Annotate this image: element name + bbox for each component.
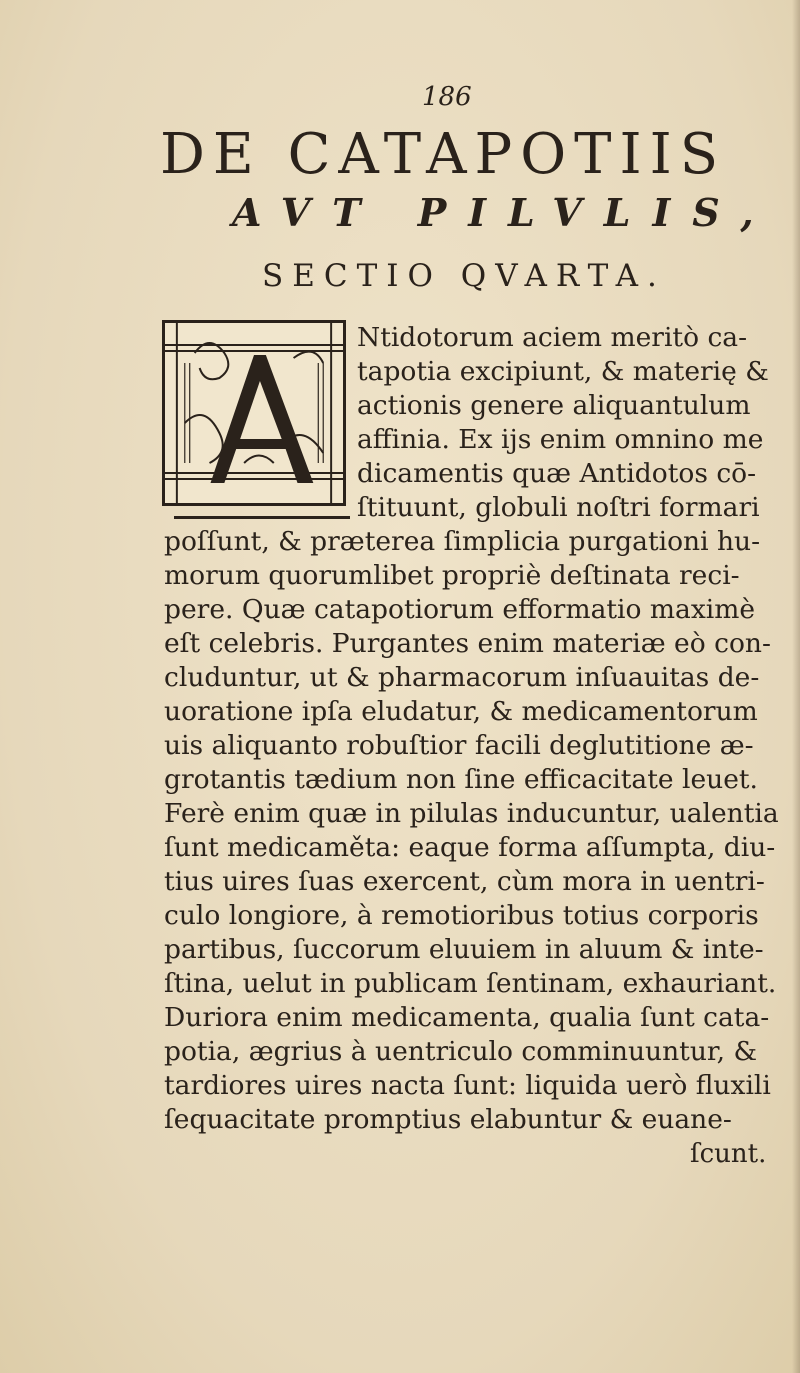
page-subtitle: AVT PILVLIS, bbox=[232, 190, 776, 235]
text-line: pere. Quæ catapotiorum efformatio maximè bbox=[164, 594, 756, 625]
woodcut-initial-a-icon bbox=[162, 320, 346, 506]
page-title: DE CATAPOTIIS bbox=[160, 122, 727, 187]
text-line: tardiores uires nacta ſunt: liquida uerò fluxili bbox=[164, 1070, 771, 1101]
page-edge-shadow bbox=[792, 0, 800, 1373]
text-line: Ntidotorum aciem meritò ca- bbox=[357, 322, 748, 353]
text-line: Ferè enim quæ in pilulas inducuntur, ualentia bbox=[164, 798, 779, 829]
text-line: eſt celebris. Purgantes enim materiæ eò con- bbox=[164, 628, 771, 659]
text-line: Duriora enim medicamenta, qualia ſunt cata- bbox=[164, 1002, 770, 1033]
section-title: SECTIO QVARTA. bbox=[262, 258, 666, 294]
text-line: dicamentis quæ Antidotos cō- bbox=[357, 458, 757, 489]
text-line: culo longiore, à remotioribus totius corporis bbox=[164, 900, 759, 931]
text-line: potia, ægrius à uentriculo comminuuntur, & bbox=[164, 1036, 758, 1067]
text-line: cluduntur, ut & pharmacorum inſuauitas de- bbox=[164, 662, 760, 693]
text-line: uis aliquanto robuſtior facili deglutitione æ- bbox=[164, 730, 754, 761]
page-number: 186 bbox=[422, 82, 472, 112]
text-line: actionis genere aliquantulum bbox=[357, 390, 751, 421]
text-line: ſtina, uelut in publicam ſentinam, exhauriant. bbox=[164, 968, 777, 999]
text-line: morum quorumlibet propriè deſtinata reci- bbox=[164, 560, 740, 591]
text-line: ſtituunt, globuli noſtri formari bbox=[357, 492, 760, 523]
text-line: tius uires ſuas exercent, cùm mora in uentri- bbox=[164, 866, 765, 897]
text-line: affinia. Ex ijs enim omnino me bbox=[357, 424, 764, 455]
text-line: uoratione ipſa eludatur, & medicamentorum bbox=[164, 696, 758, 727]
initial-rule bbox=[174, 516, 350, 519]
catchword: ſcunt. bbox=[690, 1139, 767, 1169]
text-line: grotantis tædium non ſine efficacitate leuet. bbox=[164, 764, 758, 795]
text-line: poſſunt, & præterea ſimplicia purgationi hu- bbox=[164, 526, 761, 557]
text-line: tapotia excipiunt, & materię & bbox=[357, 356, 769, 387]
text-line: ſequacitate promptius elabuntur & euane- bbox=[164, 1104, 732, 1135]
text-line: ſunt medicaměta: eaque forma aſſumpta, diu- bbox=[164, 832, 776, 863]
text-line: partibus, ſuccorum eluuiem in aluum & inte- bbox=[164, 934, 764, 965]
